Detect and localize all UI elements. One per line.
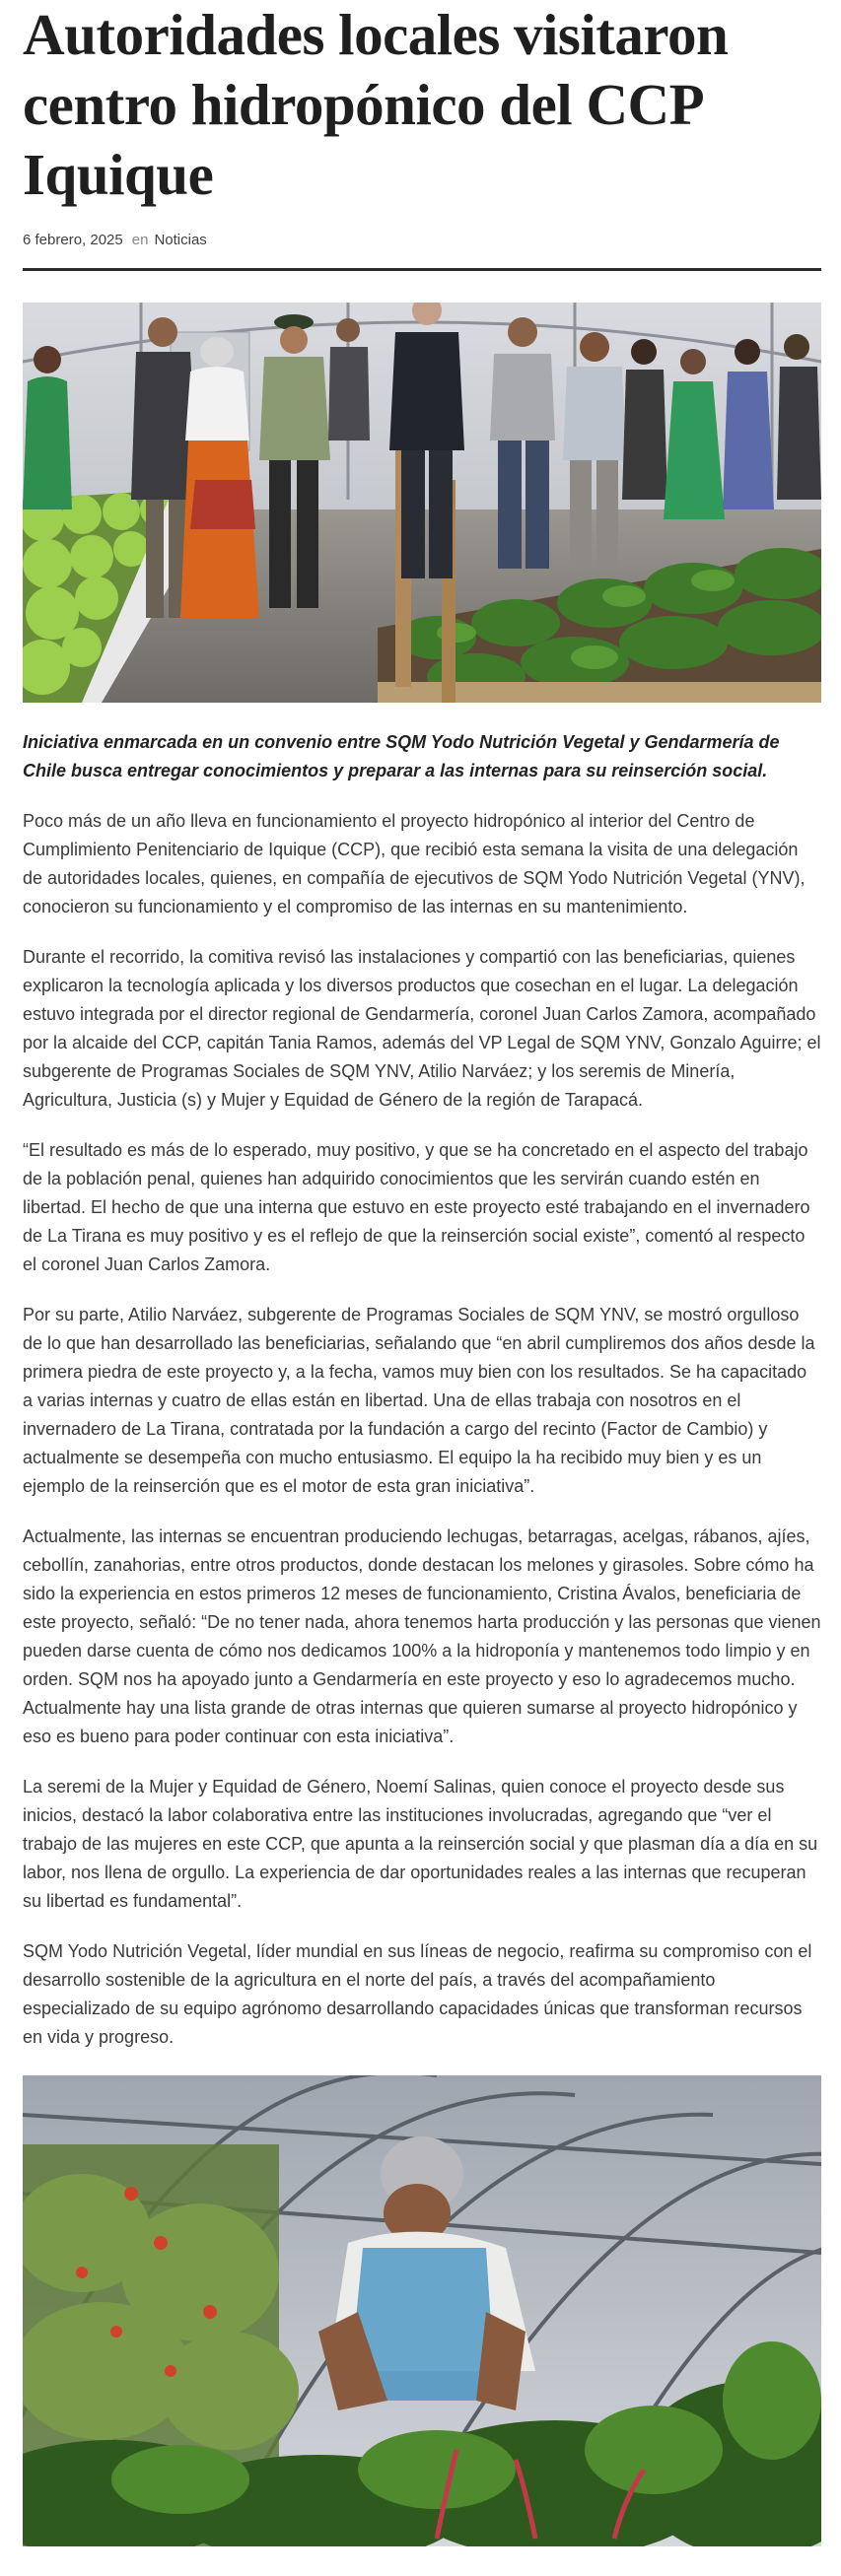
article [23,0,821,2546]
article-paragraph: La seremi de la Mujer y Equidad de Género, Noemí Salinas, quien conoce el proyecto desde sus inicios, destacó la labor colaborativa entre las instituciones involucradas, agregando que “ver el trabajo de las mujeres en este CCP, que apunta a la reinserción social y que plasman día a día en su labor, nos llena de orgullo. La experiencia de dar oportunidades reales a las internas que recuperan su libertad es fundamental”. [23,1777,818,1911]
article-paragraph: SQM Yodo Nutrición Vegetal, líder mundial en sus líneas de negocio, reafirma su compromiso con el desarrollo sostenible de la agricultura en el norte del país, a través del acompañamiento especializado de su equipo agrónomo desarrollando capacidades únicas que transforman recursos en vida y progreso. [23,1941,812,2047]
article-paragraph: Por su parte, Atilio Narváez, subgerente de Programas Sociales de SQM YNV, se mostró orgulloso de lo que han desarrollado las beneficiarias, señalando que “en abril cumpliremos dos años desde la primera piedra de este proyecto y, a la fecha, vamos muy bien con los resultados. Se ha capacitado a varias internas y cuatro de ellas están en libertad. Una de ellas trabaja con nosotros en el invernadero de La Tirana, contratada por la fundación a cargo del recinto (Factor de Cambio) y actualmente se desempeña con mucho entusiasmo. El equipo la ha recibido muy bien y es un ejemplo de la reinserción que es el motor de esta gran iniciativa”. [23,1305,815,1496]
post-meta [23,232,821,248]
article-paragraph: Poco más de un año lleva en funcionamiento el proyecto hidropónico al interior del Centro de Cumplimiento Penitenciario de Iquique (CCP), que recibió esta semana la visita de una delegación de autoridades locales, quienes, en compañía de ejecutivos de SQM Yodo Nutrición Vegetal (YNV), conocieron su funcionamiento y el compromiso de las internas en su mantenimiento. [23,811,806,916]
article-lead: Iniciativa enmarcada en un convenio entre SQM Yodo Nutrición Vegetal y Gendarmería de Chile busca entregar conocimientos y preparar a las internas para su reinserción social. [23,732,780,780]
article-paragraph: Actualmente, las internas se encuentran produciendo lechugas, betarragas, acelgas, rábanos, ajíes, cebollín, zanahorias, entre otros productos, donde destacan los melones y girasoles. Sobre cómo ha sido la experiencia en estos primeros 12 meses de funcionamiento, Cristina Ávalos, beneficiaria de este proyecto, señaló: “De no tener nada, ahora tenemos harta producción y las personas que vienen pueden darse cuenta de cómo nos dedicamos 100% a la hidroponía y mantenemos todo limpio y en orden. SQM nos ha apoyado junto a Gendarmería en este proyecto y eso lo agradecemos mucho. Actualmente hay una lista grande de otras internas que quieren sumarse al proyecto hidropónico y eso es bueno para poder continuar con esta iniciativa”. [23,1526,821,1746]
article-paragraph: Durante el recorrido, la comitiva revisó las instalaciones y compartió con las beneficiarias, quienes explicaron la tecnología aplicada y los diversos productos que cosechan en el lugar. La delegación estuvo integrada por el director regional de Gendarmería, coronel Juan Carlos Zamora, acompañado por la alcaide del CCP, capitán Tania Ramos, además del VP Legal de SQM YNV, Gonzalo Aguirre; el subgerente de Programas Sociales de SQM YNV, Atilio Narváez; y los seremis de Minería, Agricultura, Justicia (s) y Mujer y Equidad de Género de la región de Tarapacá. [23,947,821,1110]
greenhouse-worker-photo [23,2075,821,2546]
title-divider [23,268,821,271]
article-title: Autoridades locales visitaron centro hidropónico del CCP Iquique [23,2,729,207]
category-link[interactable]: Noticias [154,232,207,248]
article-paragraph: “El resultado es más de lo esperado, muy positivo, y que se ha concretado en el aspecto del trabajo de la población penal, quienes han adquirido conocimientos que les servirán cuando estén en libertad. El hecho de que una interna que estuvo en este proyecto esté trabajando en el invernadero de La Tirana es muy positivo y es el reflejo de que la reinserción social existe”, comentó al respecto el coronel Juan Carlos Zamora. [23,1140,810,1274]
post-date: 6 febrero, 2025 [23,232,123,248]
category-prefix: en [131,232,149,248]
visit-photo [23,303,821,703]
